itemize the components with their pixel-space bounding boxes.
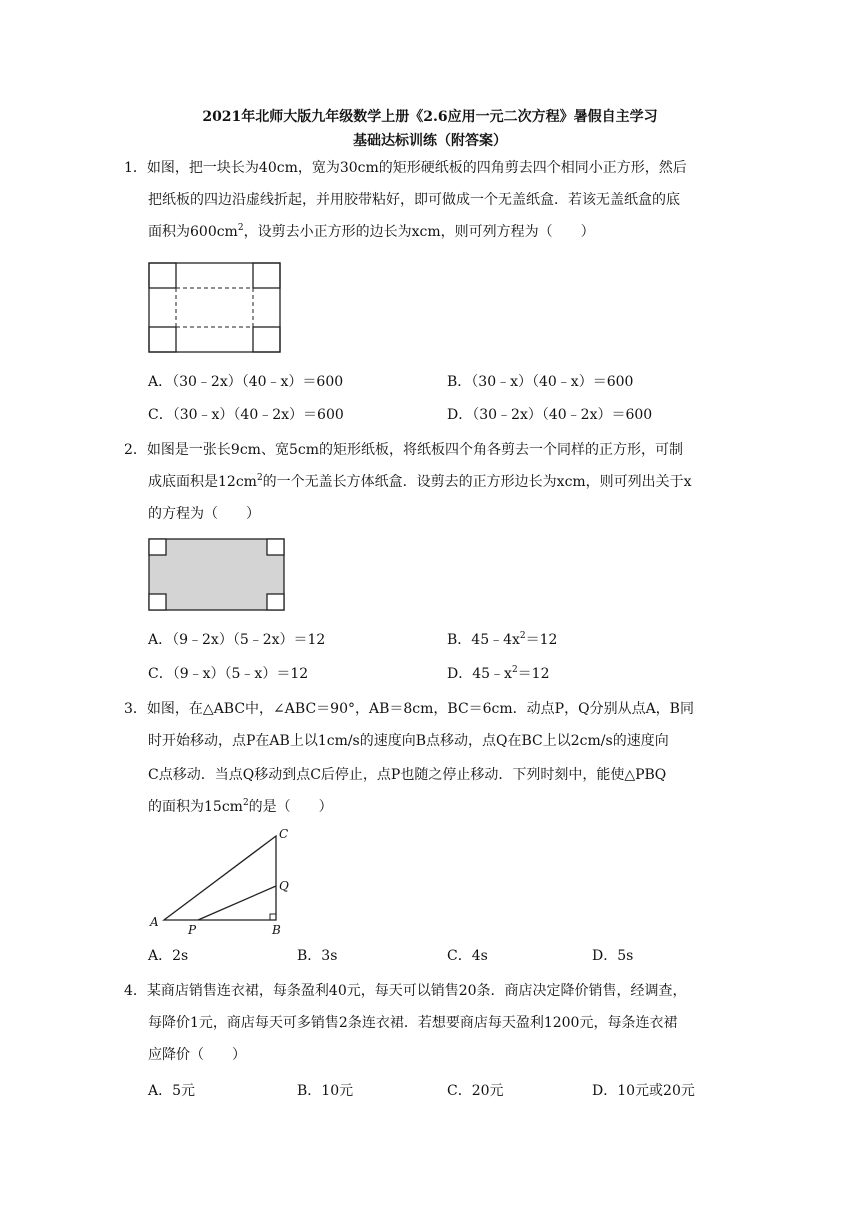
q1-line3: 面积为$600cm^2$，设剪去小正方形的边长为xcm，则可列方程为（ ）	[148, 223, 595, 240]
q1-option-d: D．（30﹣2x）（40﹣2x）＝600	[447, 407, 653, 423]
q2-line1: 2．如图是一张长9cm、宽5cm的矩形纸板，将纸板四个角各剪去一个同样的正方形，可制	[124, 442, 683, 458]
q3-line3: C点移动．当点Q移动到点C后停止，点P也随之停止移动．下列时刻中，能使△PBQ	[148, 767, 667, 783]
q1-line1	[124, 158, 734, 178]
q1-text-1: 如图，把一块长为40cm，宽为30cm的矩形硬纸板的四角剪去四个相同小正方形，然后	[146, 160, 687, 176]
q2-option-a: A．（9﹣2x）（5﹣2x）＝12	[148, 632, 326, 648]
q3-label-b: B	[272, 923, 281, 937]
q1-option-a: A．（30﹣2x）（40﹣x）＝600	[148, 374, 344, 390]
q3-option-b: B．3s	[297, 948, 338, 964]
q4-line2: 每降价1元，商店每天可多销售2条连衣裙．若想要商店每天盈利1200元，每条连衣裙	[148, 1015, 678, 1031]
q3-number: 3．	[124, 701, 147, 717]
q3-line1: 3．如图，在△ABC中，∠ABC＝90°，AB＝8cm，BC＝6cm．动点P，Q分别从点A，B同	[124, 701, 694, 717]
q2-option-d: D．$45﹣x^2=12$	[447, 665, 550, 682]
q1-number: 1．	[124, 160, 147, 176]
q3-line4: 的面积为$15cm^2$的是（ ）	[148, 798, 333, 815]
q1-line2: 把纸板的四边沿虚线折起，并用胶带粘好，即可做成一个无盖纸盒．若该无盖纸盒的底	[148, 192, 680, 208]
q1-option-c: C．（30﹣x）（40﹣2x）＝600	[148, 407, 344, 423]
q3-label-c: C	[279, 827, 289, 841]
q4-number: 4．	[124, 983, 147, 999]
q3-line2: 时开始移动，点P在AB上以1cm/s的速度向B点移动，点Q在BC上以2cm/s的速度向	[148, 733, 669, 749]
q4-line1: 4．某商店销售连衣裙，每条盈利40元，每天可以销售20条．商店决定降价销售，经调查，	[124, 983, 687, 999]
q4-option-a: A．5元	[148, 1083, 196, 1099]
q1-figure-cardboard	[148, 262, 282, 354]
q3-label-a: A	[150, 915, 159, 929]
q3-figure-triangle	[148, 826, 298, 938]
q2-number: 2．	[124, 442, 147, 458]
q3-option-a: A．2s	[148, 948, 189, 964]
q3-label-p: P	[188, 923, 197, 937]
q3-label-q: Q	[279, 879, 289, 893]
q2-figure-cardboard	[148, 538, 286, 612]
q4-option-c: C．20元	[447, 1083, 504, 1099]
q2-option-c: C．（9﹣x）（5﹣x）＝12	[148, 666, 309, 682]
doc-title-line2: 基础达标训练（附答案）	[353, 133, 507, 149]
q4-option-b: B．10元	[297, 1083, 354, 1099]
q2-line2: 成底面积是$12cm^2$的一个无盖长方体纸盒．设剪去的正方形边长为xcm，则可列出关于x	[148, 473, 692, 490]
doc-title-line1: 2021年北师大版九年级数学上册《2.6应用一元二次方程》暑假自主学习	[202, 109, 658, 125]
q4-option-d: D．10元或20元	[592, 1083, 695, 1099]
q2-line3: 的方程为（ ）	[148, 506, 260, 522]
q3-option-c: C．4s	[447, 948, 488, 964]
q4-line3: 应降价（ ）	[148, 1047, 246, 1063]
q3-option-d: D．5s	[592, 948, 634, 964]
q1-option-b: B．（30﹣x）（40﹣x）＝600	[447, 374, 634, 390]
q2-option-b: B．$45﹣4x^2=12$	[447, 631, 558, 648]
